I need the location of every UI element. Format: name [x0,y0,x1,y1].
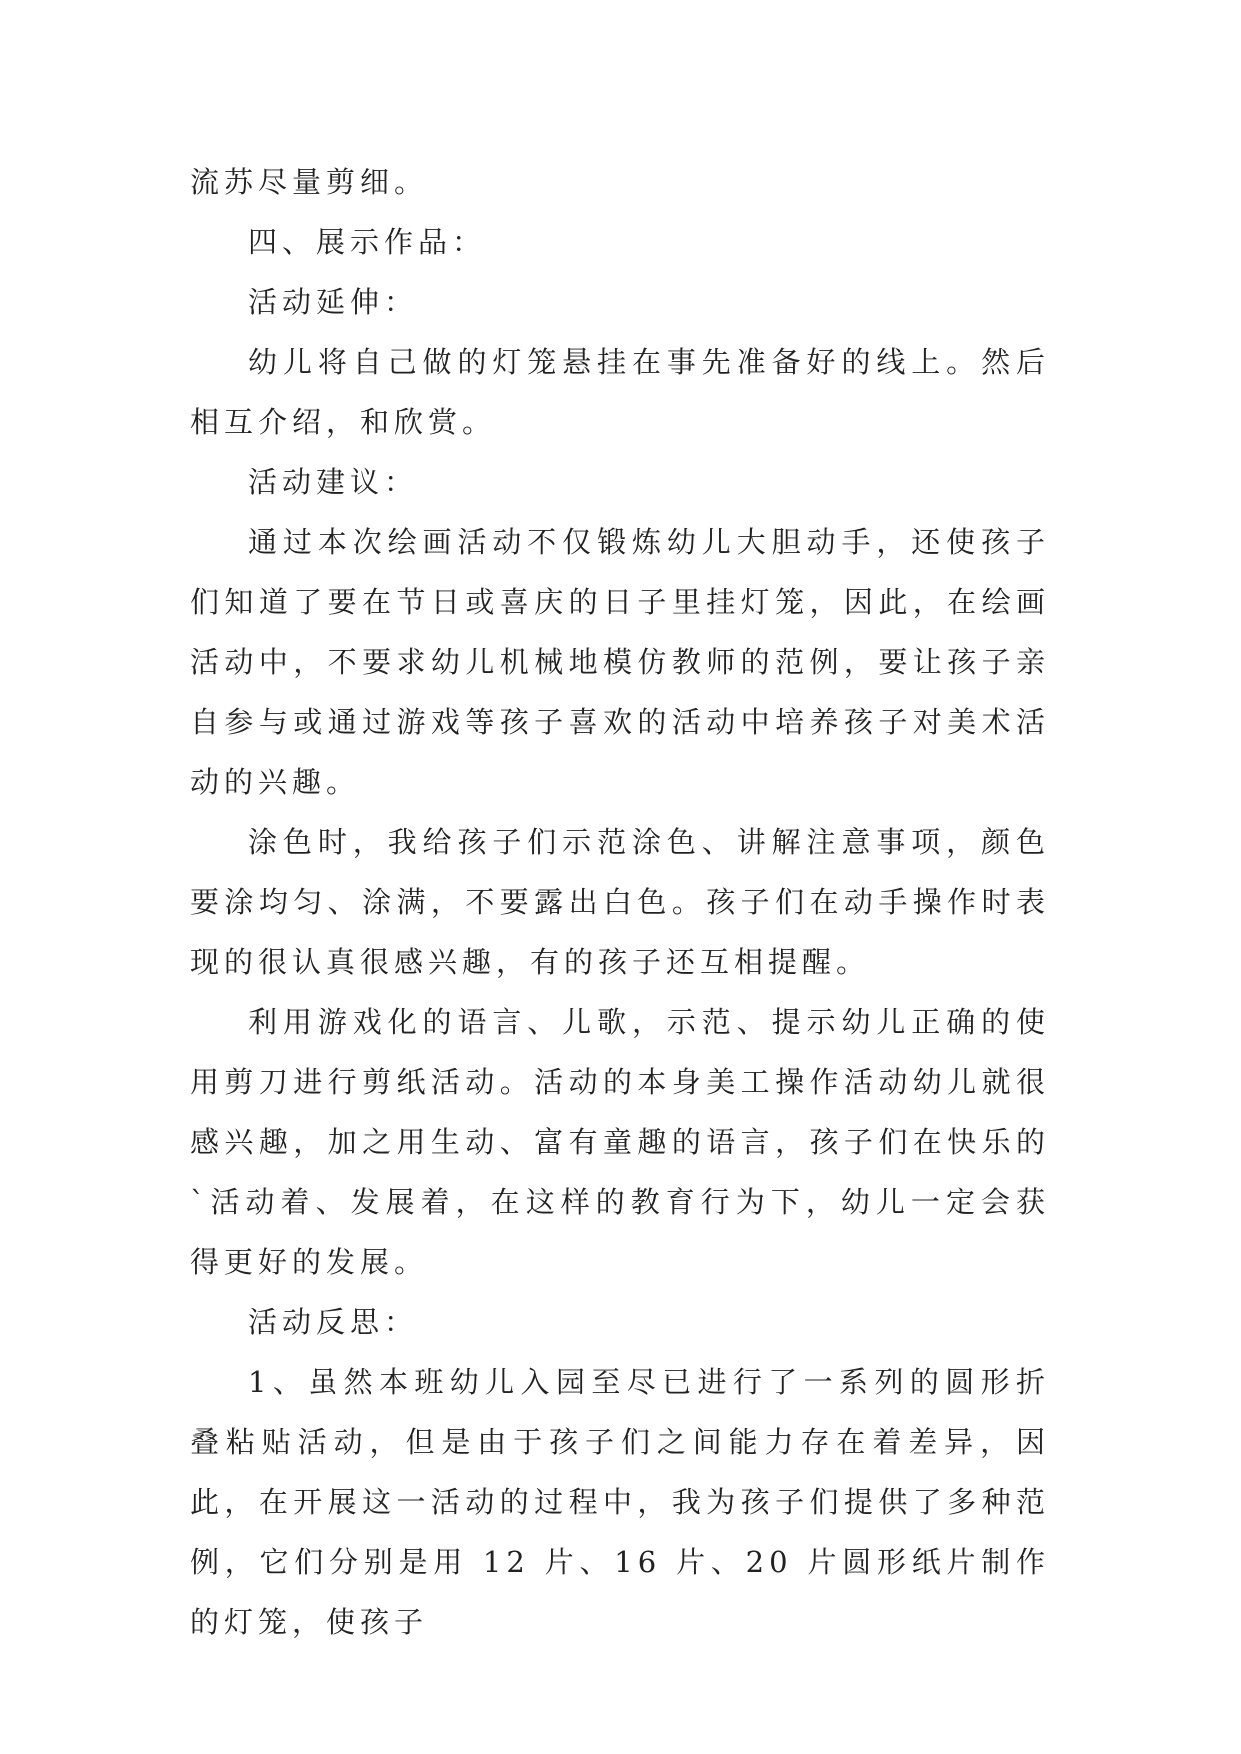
paragraph-coloring: 涂色时，我给孩子们示范涂色、讲解注意事项，颜色要涂均匀、涂满，不要露出白色。孩子们在动手操作时表现的很认真很感兴趣，有的孩子还互相提醒。 [190,825,1050,979]
paragraph-reflection-1: 1、虽然本班幼儿入园至尽已进行了一系列的圆形折叠粘贴活动，但是由于孩子们之间能力存在着差异，因此，在开展这一活动的过程中，我为孩子们提供了多种范例，它们分别是用 12 片、16 片、20 片圆形纸片制作的灯笼，使孩子 [190,1365,1050,1639]
heading-activity-suggestions: 活动建议： [248,465,419,499]
heading-display-works: 四、展示作品： [248,225,487,259]
paragraph-suggestions: 通过本次绘画活动不仅锻炼幼儿大胆动手，还使孩子们知道了要在节日或喜庆的日子里挂灯笼，因此，在绘画活动中，不要求幼儿机械地模仿教师的范例，要让孩子亲自参与或通过游戏等孩子喜欢的活动中培养孩子对美术活动的兴趣。 [190,525,1050,799]
paragraph-extension: 幼儿将自己做的灯笼悬挂在事先准备好的线上。然后相互介绍，和欣赏。 [190,345,1050,439]
heading-activity-reflection: 活动反思： [248,1305,419,1339]
document-body [190,152,1050,1652]
paragraph-games: 利用游戏化的语言、儿歌，示范、提示幼儿正确的使用剪刀进行剪纸活动。活动的本身美工操作活动幼儿就很感兴趣，加之用生动、富有童趣的语言，孩子们在快乐的`活动着、发展着，在这样的教育行为下，幼儿一定会获得更好的发展。 [190,1005,1050,1279]
heading-activity-extension: 活动延伸： [248,285,419,319]
paragraph-continuation: 流苏尽量剪细。 [190,165,429,199]
